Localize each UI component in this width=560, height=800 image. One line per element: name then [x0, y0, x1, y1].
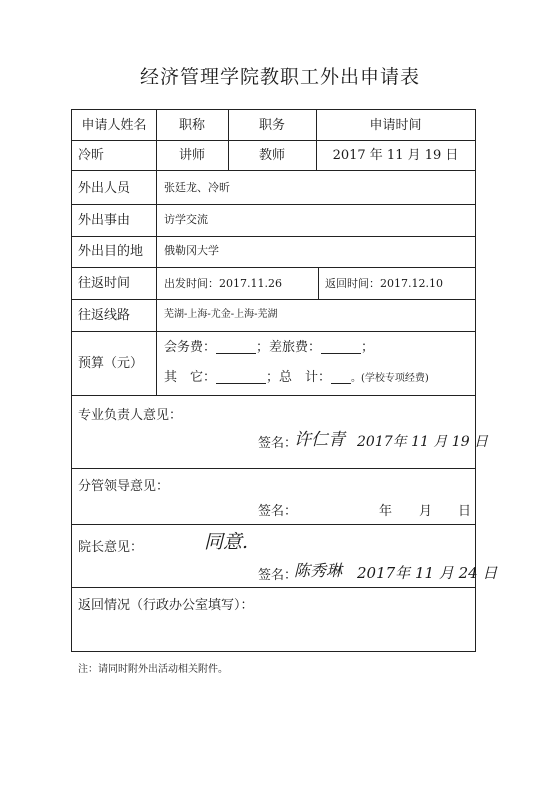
return-time: 返回时间：2017.12.10: [325, 277, 443, 290]
header-title: 职称: [178, 118, 205, 133]
row-divider: [72, 331, 475, 332]
row-divider: [72, 267, 475, 268]
leader-sign-label: 签名：: [258, 504, 298, 519]
header-name: 申请人姓名: [81, 118, 147, 133]
budget-line-1: [164, 341, 374, 354]
major-sign-date: 2017年 11 月 19 日: [357, 434, 489, 450]
leader-month: 月: [419, 504, 433, 519]
dean-opinion-label: 院长意见：: [78, 540, 144, 555]
personnel-label: 外出人员: [78, 181, 131, 196]
destination-value: 俄勒冈大学: [164, 244, 219, 257]
route-label: 往返线路: [78, 308, 131, 323]
header-time: 申请时间: [369, 118, 422, 133]
application-form: [71, 109, 498, 652]
row-divider: [72, 587, 475, 588]
total-label: ；总 计：: [266, 370, 332, 385]
dean-comment: 同意.: [204, 531, 249, 553]
leader-day: 日: [458, 504, 472, 519]
personnel-value: 张廷龙、冷昕: [164, 181, 230, 194]
destination-label: 外出目的地: [78, 244, 144, 259]
major-opinion-label: 专业负责人意见：: [78, 408, 183, 423]
row-divider: [72, 524, 475, 525]
total-blank: [331, 371, 351, 384]
row-divider: [72, 170, 475, 171]
row-divider: [72, 236, 475, 237]
leader-year: 年: [379, 504, 393, 519]
dean-sign-label: 签名：: [258, 568, 298, 583]
depart-time: 出发时间：2017.11.26: [164, 277, 282, 290]
travel-fee-label: ；差旅费：: [256, 340, 322, 355]
reason-label: 外出事由: [78, 213, 131, 228]
budget-label: 预算（元）: [78, 356, 144, 371]
dean-sign-date: 2017年 11 月 24 日: [357, 564, 498, 582]
time-label: 往返时间: [78, 276, 131, 291]
major-signature: 许仁青: [294, 430, 345, 450]
applicant-title: 讲师: [178, 148, 205, 163]
other-fee-label: 其 它：: [164, 370, 217, 385]
row-divider: [72, 299, 475, 300]
footnote: 注：请同时附外出活动相关附件。: [78, 664, 228, 675]
meeting-fee-blank: [216, 341, 256, 354]
header-position: 职务: [258, 118, 285, 133]
travel-fee-blank: [321, 341, 361, 354]
dean-signature: 陈秀琳: [294, 561, 343, 580]
form-title: 经济管理学院教职工外出申请表: [139, 66, 420, 88]
applicant-name: 冷昕: [78, 148, 105, 163]
application-date: 2017 年 11 月 19 日: [332, 148, 459, 163]
other-fee-blank: [216, 371, 266, 384]
budget-line-2: [164, 371, 429, 384]
meeting-fee-label: 会务费：: [164, 340, 217, 355]
row-divider: [72, 204, 475, 205]
budget-semicolon: ；: [361, 340, 375, 355]
row-divider: [72, 468, 475, 469]
reason-value: 访学交流: [164, 213, 208, 226]
major-sign-label: 签名：: [258, 436, 298, 451]
leader-opinion-label: 分管领导意见：: [78, 479, 170, 494]
col-divider: [318, 267, 319, 299]
applicant-position: 教师: [258, 148, 285, 163]
row-divider: [72, 140, 475, 141]
row-divider: [72, 395, 475, 396]
return-info-label: 返回情况（行政办公室填写）：: [78, 598, 254, 613]
funding-source-note: 。(学校专项经费): [351, 373, 429, 384]
route-value: 芜湖-上海-尤金-上海-芜湖: [164, 309, 278, 320]
